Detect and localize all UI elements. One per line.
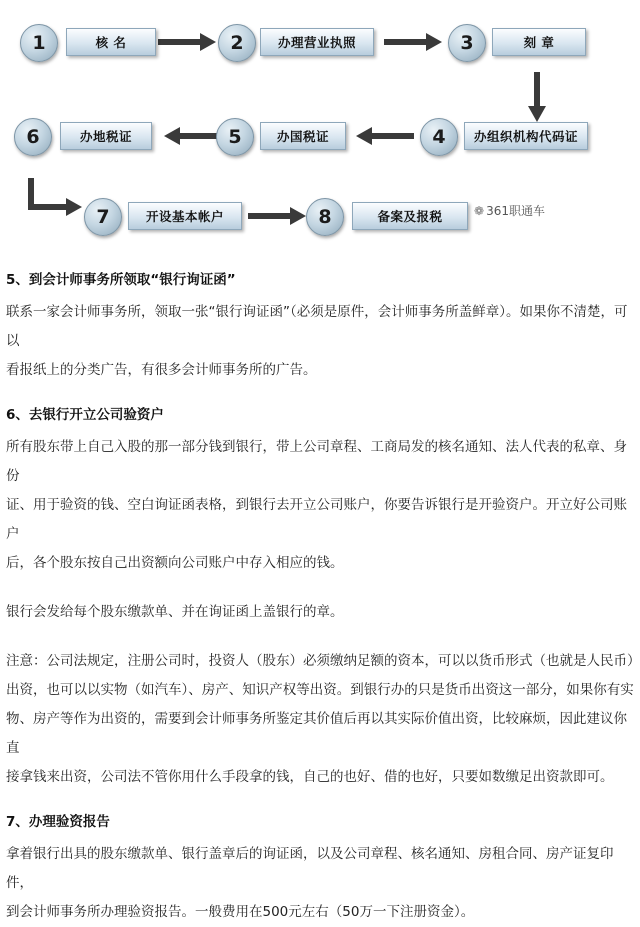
section-7-line: 到会计师事务所办理验资报告。一般费用在500元左右（50万一下注册资金）。 (6, 904, 475, 920)
section-5-line: 看报纸上的分类广告，有很多会计师事务所的广告。 (6, 362, 317, 378)
article-body (6, 270, 640, 927)
step-number-5: 5 (216, 118, 254, 156)
step-number-8: 8 (306, 198, 344, 236)
wechat-icon: ❁ (474, 204, 485, 218)
step-box-6: 办地税证 (60, 122, 152, 150)
step-number-7: 7 (84, 198, 122, 236)
section-6-note-line: 接拿钱来出资，公司法不管你用什么手段拿的钱，自己的也好、借的也好，只要如数缴足出资款即可。 (6, 769, 614, 785)
section-7-line: 拿着银行出具的股东缴款单、银行盖章后的询证函，以及公司章程、核名通知、房租合同、房产证复印件， (6, 846, 614, 891)
section-6-paragraph: 银行会发给每个股东缴款单、并在询证函上盖银行的章。 (6, 604, 344, 620)
section-5-line: 联系一家会计师事务所，领取一张“银行询证函”（必须是原件，会计师事务所盖鲜章）。如果你不清楚，可以 (6, 304, 628, 349)
step-number-3: 3 (448, 24, 486, 62)
step-box-2: 办理营业执照 (260, 28, 374, 56)
section-6-note-line: 注意：公司法规定，注册公司时，投资人（股东）必须缴纳足额的资本，可以以货币形式（也就是人民币） (6, 653, 640, 669)
watermark (474, 202, 545, 219)
section-6-note-line: 出资，也可以以实物（如汽车）、房产、知识产权等出资。到银行办的只是货币出资这一部分，如果你有实 (6, 682, 634, 698)
section-heading-5: 5、到会计师事务所领取“银行询证函” (6, 272, 236, 288)
step-number-4: 4 (420, 118, 458, 156)
step-box-5: 办国税证 (260, 122, 346, 150)
section-heading-7: 7、办理验资报告 (6, 814, 110, 830)
watermark-text: 361职通车 (486, 204, 545, 218)
step-number-6: 6 (14, 118, 52, 156)
section-6-note-line: 物、房产等作为出资的，需要到会计师事务所鉴定其价值后再以其实际价值出资，比较麻烦，因此建议你直 (6, 711, 627, 756)
arrow-left-icon (356, 127, 414, 145)
arrow-right-icon (384, 33, 442, 51)
step-box-7: 开设基本帐户 (128, 202, 242, 230)
section-6-line: 证、用于验资的钱、空白询证函表格，到银行去开立公司账户，你要告诉银行是开验资户。开立好公司账户 (6, 497, 627, 542)
arrow-left-icon (164, 127, 222, 145)
step-box-8: 备案及报税 (352, 202, 468, 230)
section-heading-6: 6、去银行开立公司验资户 (6, 407, 164, 423)
arrow-down-icon (528, 72, 546, 122)
step-number-1: 1 (20, 24, 58, 62)
step-box-1: 核 名 (66, 28, 156, 56)
step-box-3: 刻 章 (492, 28, 586, 56)
section-6-line: 后，各个股东按自己出资额向公司账户中存入相应的钱。 (6, 555, 344, 571)
section-6-line: 所有股东带上自己入股的那一部分钱到银行，带上公司章程、工商局发的核名通知、法人代表的私章、身份 (6, 439, 627, 484)
arrow-right-icon (248, 207, 306, 225)
step-box-4: 办组织机构代码证 (464, 122, 588, 150)
arrow-down-right-icon (28, 178, 82, 218)
arrow-right-icon (158, 33, 216, 51)
process-flowchart (0, 0, 640, 250)
step-number-2: 2 (218, 24, 256, 62)
